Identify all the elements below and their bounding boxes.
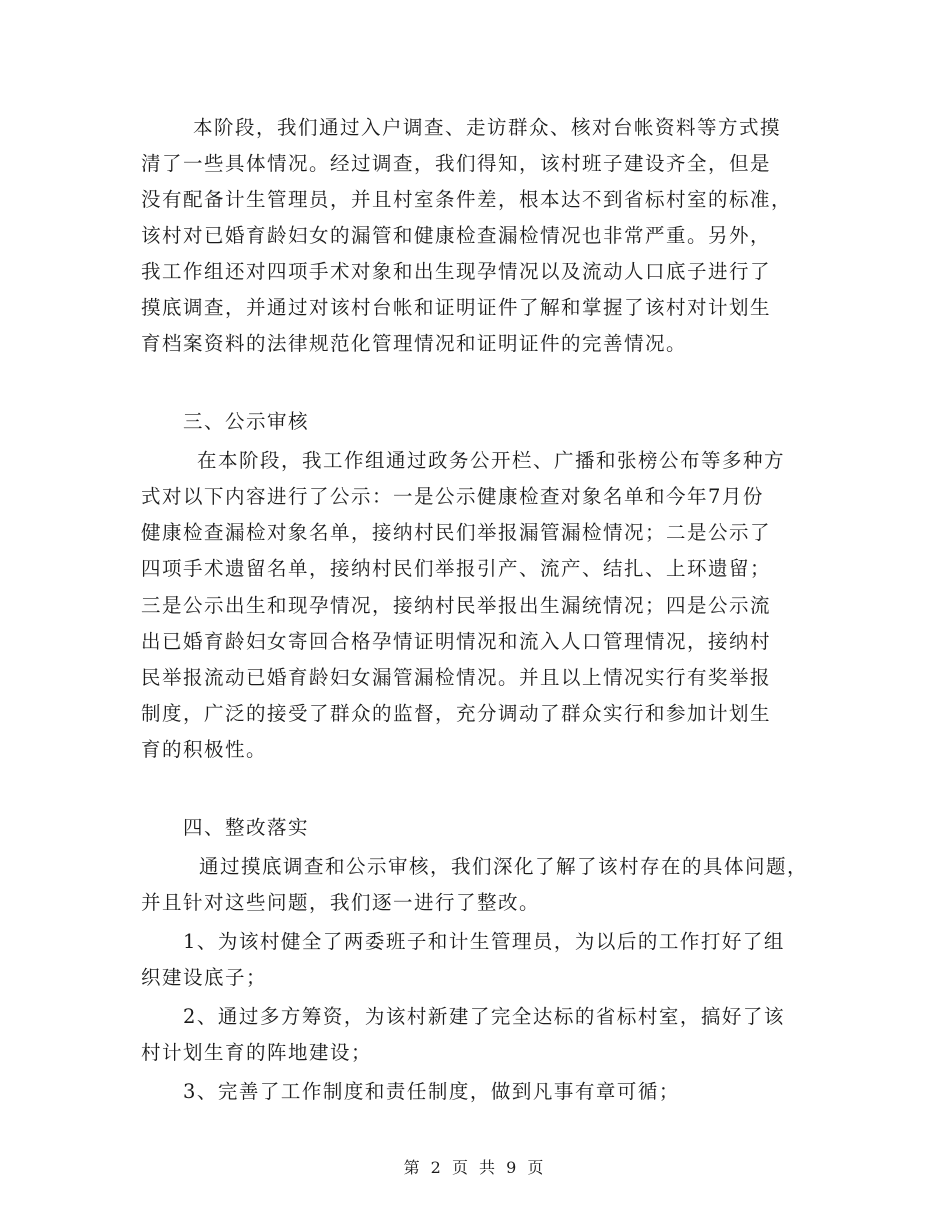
paragraph-line: 该村对已婚育龄妇女的漏管和健康检查漏检情况也非常严重。另外， [141,224,772,247]
paragraph-line: 制度，广泛的接受了群众的监督，充分调动了群众实行和参加计划生 [141,702,772,725]
list-item-1-cont: 织建设底子； [141,966,268,989]
paragraph-line: 育的积极性。 [141,738,268,761]
paragraph-line: 通过摸底调查和公示审核，我们深化了解了该村存在的具体问题， [199,855,809,878]
paragraph-line: 清了一些具体情况。经过调查，我们得知，该村班子建设齐全，但是 [141,152,772,175]
paragraph-line: 式对以下内容进行了公示：一是公示健康检查对象名单和今年7月份 [141,485,764,508]
section-heading-3: 三、公示审核 [183,410,310,433]
paragraph-line: 四项手术遗留名单，接纳村民们举报引产、流产、结扎、上环遗留； [141,557,772,580]
page-number-footer: 第 2 页 共 9 页 [403,1158,547,1177]
list-item-3: 3、完善了工作制度和责任制度，做到凡事有章可循； [183,1080,680,1103]
paragraph-line: 并且针对这些问题，我们逐一进行了整改。 [141,891,541,914]
paragraph-line: 我工作组还对四项手术对象和出生现孕情况以及流动人口底子进行了 [141,260,772,283]
section-heading-4: 四、整改落实 [183,816,310,839]
paragraph-line: 本阶段，我们通过入户调查、走访群众、核对台帐资料等方式摸 [193,116,782,139]
paragraph-line: 在本阶段，我工作组通过政务公开栏、广播和张榜公布等多种方 [197,449,786,472]
paragraph-line: 摸底调查，并通过对该村台帐和证明证件了解和掌握了该村对计划生 [141,296,772,319]
list-item-2-cont: 村计划生育的阵地建设； [141,1041,373,1064]
paragraph-line: 三是公示出生和现孕情况，接纳村民举报出生漏统情况；四是公示流 [141,594,772,617]
list-item-1: 1、为该村健全了两委班子和计生管理员，为以后的工作打好了组 [183,930,785,953]
paragraph-line: 育档案资料的法律规范化管理情况和证明证件的完善情况。 [141,332,688,355]
list-item-2: 2、通过多方筹资，为该村新建了完全达标的省标村室，搞好了该 [183,1005,785,1028]
paragraph-line: 没有配备计生管理员，并且村室条件差，根本达不到省标村室的标准， [141,188,793,211]
paragraph-line: 健康检查漏检对象名单，接纳村民们举报漏管漏检情况；二是公示了 [141,521,772,544]
paragraph-line: 出已婚育龄妇女寄回合格孕情证明情况和流入人口管理情况，接纳村 [141,630,772,653]
paragraph-line: 民举报流动已婚育龄妇女漏管漏检情况。并且以上情况实行有奖举报 [141,666,772,689]
